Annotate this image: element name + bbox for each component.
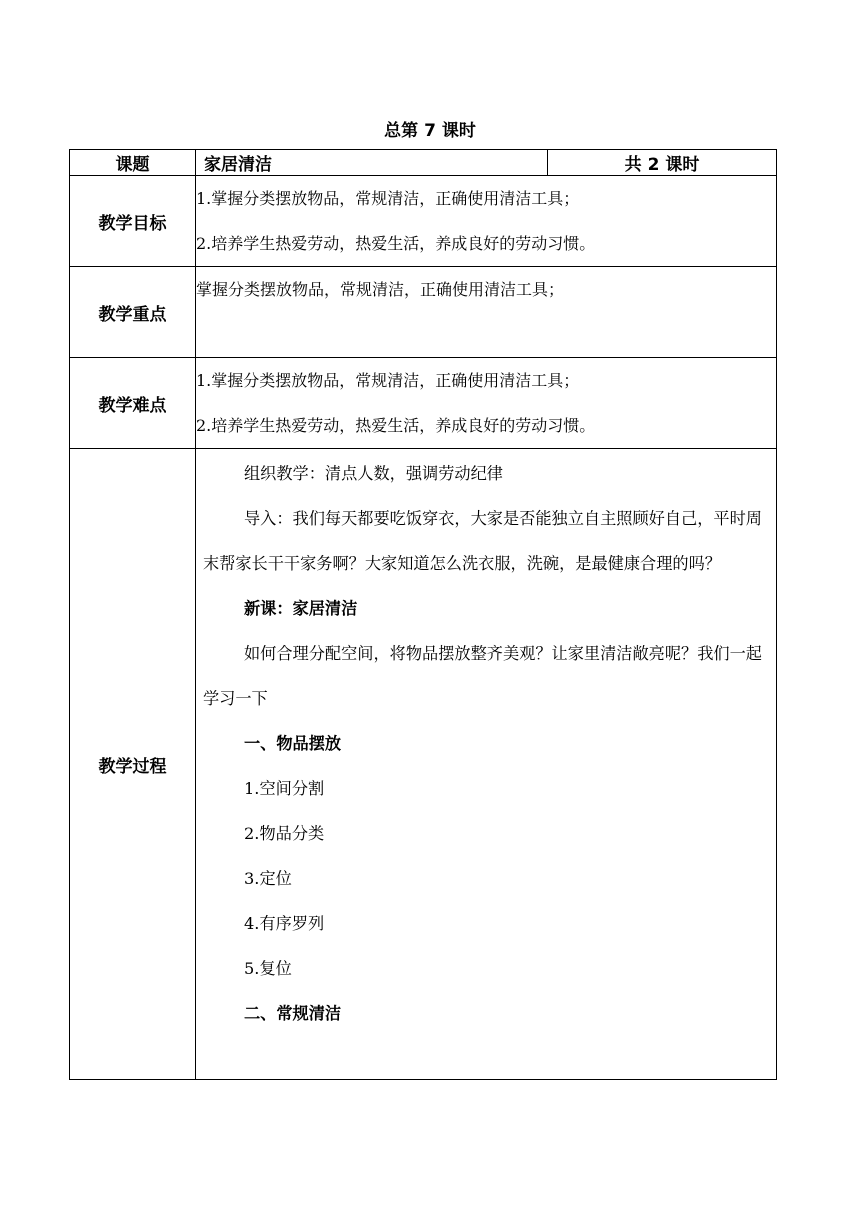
objectives-row	[70, 176, 777, 267]
process-paragraph: 2.物品分类	[244, 824, 325, 843]
key-point-line: 掌握分类摆放物品，常规清洁，正确使用清洁工具；	[196, 280, 565, 299]
objectives-label: 教学目标	[70, 176, 196, 267]
process-content	[196, 449, 777, 1080]
periods-value: 共 2 课时	[548, 150, 777, 176]
process-paragraph: 4.有序罗列	[244, 914, 325, 933]
objective-line: 2.培养学生热爱劳动，热爱生活，养成良好的劳动习惯。	[196, 234, 596, 253]
difficulties-content	[196, 358, 777, 449]
difficulty-line: 1.掌握分类摆放物品，常规清洁，正确使用清洁工具；	[196, 371, 580, 390]
key-points-row	[70, 267, 777, 358]
process-paragraph: 5.复位	[244, 959, 292, 978]
key-points-label: 教学重点	[70, 267, 196, 358]
lesson-plan-table	[69, 149, 777, 1080]
process-label: 教学过程	[70, 449, 196, 1080]
objective-line: 1.掌握分类摆放物品，常规清洁，正确使用清洁工具；	[196, 189, 580, 208]
objectives-content	[196, 176, 777, 267]
header-row	[70, 150, 777, 176]
difficulty-line: 2.培养学生热爱劳动，热爱生活，养成良好的劳动习惯。	[196, 416, 596, 435]
process-heading: 新课：家居清洁	[244, 599, 358, 618]
difficulties-row	[70, 358, 777, 449]
process-paragraph: 导入：我们每天都要吃饭穿衣，大家是否能独立自主照顾好自己，平时周末帮家长干干家务啊？大家知道怎么洗衣服，洗碗，是最健康合理的吗？	[203, 509, 762, 573]
page-title: 总第 7 课时	[384, 121, 476, 141]
process-paragraph: 3.定位	[244, 869, 292, 888]
process-heading: 二、常规清洁	[244, 1004, 342, 1023]
process-paragraph: 1.空间分割	[244, 779, 325, 798]
process-heading: 一、物品摆放	[244, 734, 342, 753]
process-paragraph: 如何合理分配空间，将物品摆放整齐美观？让家里清洁敞亮呢？我们一起学习一下	[203, 644, 762, 708]
process-row	[70, 449, 777, 1080]
key-points-content	[196, 267, 777, 358]
topic-value: 家居清洁	[196, 150, 548, 176]
difficulties-label: 教学难点	[70, 358, 196, 449]
topic-label: 课题	[70, 150, 196, 176]
process-paragraph: 组织教学：清点人数，强调劳动纪律	[244, 464, 503, 483]
